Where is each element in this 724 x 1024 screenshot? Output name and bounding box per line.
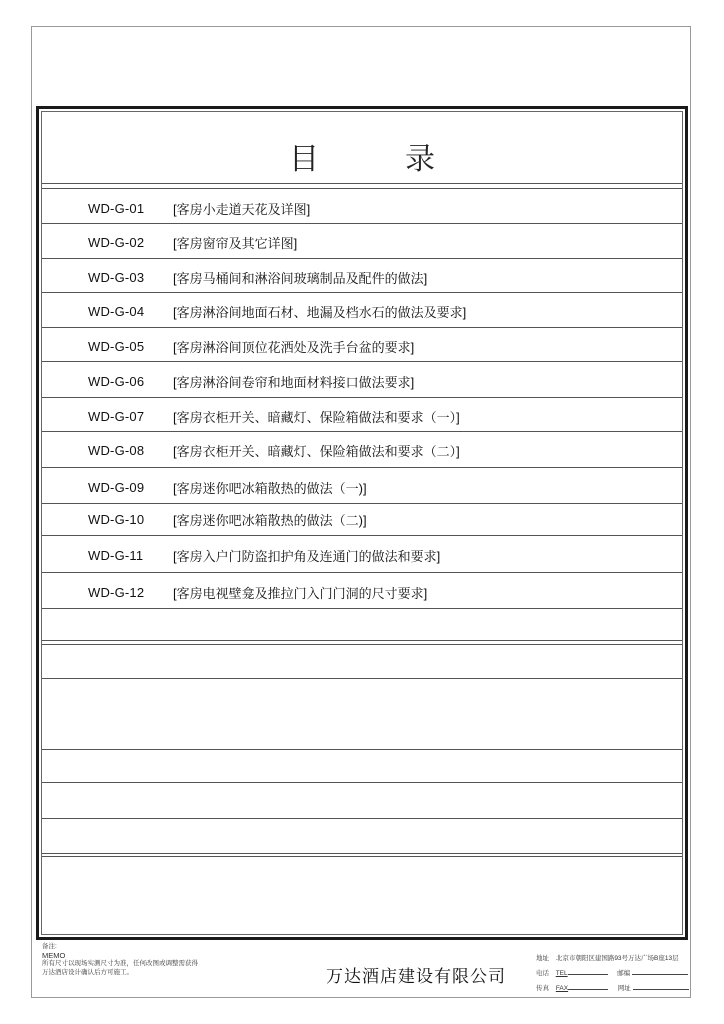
drawing-description: [客房淋浴间顶位花洒处及洗手台盆的要求] [173, 339, 415, 355]
memo-text: 万达酒店设计确认后方可施工。 [42, 968, 133, 976]
memo-block [42, 943, 262, 977]
row-divider [42, 431, 682, 432]
tel-value: TEL [555, 970, 568, 977]
drawing-description: [客房迷你吧冰箱散热的做法（一)] [173, 480, 367, 496]
drawing-code: WD-G-01 [88, 200, 145, 216]
row-divider [42, 361, 682, 362]
index-row [42, 332, 682, 360]
drawing-description: [客房入户门防盗扣护角及连通门的做法和要求] [173, 548, 441, 564]
index-row [42, 402, 682, 430]
drawing-description: [客房淋浴间卷帘和地面材料接口做法要求] [173, 374, 415, 390]
website-label: 网址 [617, 985, 631, 992]
drawing-code: WD-G-04 [88, 303, 145, 319]
index-row [42, 297, 682, 325]
address-line [536, 951, 686, 966]
row-divider [42, 818, 682, 819]
drawing-description: [客房小走道天花及详图] [173, 201, 311, 217]
address-label: 地址 [536, 955, 549, 962]
row-divider [42, 258, 682, 259]
address-value: 北京市朝阳区建国路93号万达广场B座13层 [555, 955, 679, 962]
drawing-description: [客房电视壁龛及推拉门入门门洞的尺寸要求] [173, 585, 428, 601]
row-divider [42, 853, 682, 854]
fax-value: FAX [555, 985, 569, 992]
row-divider [42, 292, 682, 293]
row-divider [42, 467, 682, 468]
row-divider [42, 640, 682, 641]
tel-underline [568, 967, 608, 975]
memo-label-en: MEMO [42, 950, 66, 960]
fax-line [536, 981, 686, 996]
index-row [42, 578, 682, 606]
drawing-description: [客房淋浴间地面石材、地漏及档水石的做法及要求] [173, 304, 467, 320]
drawing-code: WD-G-03 [88, 269, 145, 285]
index-row [42, 367, 682, 395]
row-divider [42, 856, 682, 857]
drawing-description: [客房迷你吧冰箱散热的做法（二)] [173, 512, 367, 528]
row-divider [42, 608, 682, 609]
drawing-code: WD-G-11 [88, 547, 144, 563]
drawing-code: WD-G-09 [88, 479, 145, 495]
drawing-code: WD-G-06 [88, 373, 145, 389]
drawing-description: [客房窗帘及其它详图] [173, 235, 298, 251]
index-table [41, 111, 683, 935]
index-table-frame [36, 106, 688, 940]
drawing-code: WD-G-12 [88, 584, 145, 600]
row-divider [42, 397, 682, 398]
row-divider [42, 223, 682, 224]
drawing-description: [客房衣柜开关、暗藏灯、保险箱做法和要求（二）] [173, 443, 460, 459]
index-row [42, 505, 682, 533]
index-row [42, 436, 682, 464]
contact-block [536, 951, 686, 996]
drawing-code: WD-G-05 [88, 338, 145, 354]
drawing-code: WD-G-10 [88, 511, 145, 527]
drawing-description: [客房衣柜开关、暗藏灯、保险箱做法和要求（一）] [173, 409, 460, 425]
row-divider [42, 678, 682, 679]
header-divider [42, 188, 682, 189]
row-divider [42, 644, 682, 645]
memo-text: 所有尺寸以现场实测尺寸为准，任何改图或调整需获得 [42, 960, 198, 968]
index-row [42, 194, 682, 222]
tel-line [536, 966, 686, 981]
fax-label: 传真 [536, 985, 549, 992]
row-divider [42, 535, 682, 536]
drawing-code: WD-G-02 [88, 234, 145, 250]
fax-underline [568, 982, 608, 990]
index-row [42, 541, 682, 569]
index-row [42, 263, 682, 291]
website-underline [633, 982, 689, 990]
company-name: 万达酒店建设有限公司 [326, 967, 506, 987]
drawing-code: WD-G-07 [88, 408, 145, 424]
index-row [42, 473, 682, 501]
drawing-code: WD-G-08 [88, 442, 145, 458]
row-divider [42, 572, 682, 573]
postcode-underline [632, 967, 688, 975]
row-divider [42, 503, 682, 504]
row-divider [42, 782, 682, 783]
row-divider [42, 327, 682, 328]
tel-label: 电话 [536, 970, 549, 977]
header-divider [42, 183, 682, 184]
page-title: 目 录 [289, 142, 463, 177]
row-divider [42, 749, 682, 750]
drawing-description: [客房马桶间和淋浴间玻璃制品及配件的做法] [173, 270, 428, 286]
postcode-label: 邮编 [617, 970, 631, 977]
index-row [42, 228, 682, 256]
memo-label-cn: 备注: [42, 943, 57, 950]
